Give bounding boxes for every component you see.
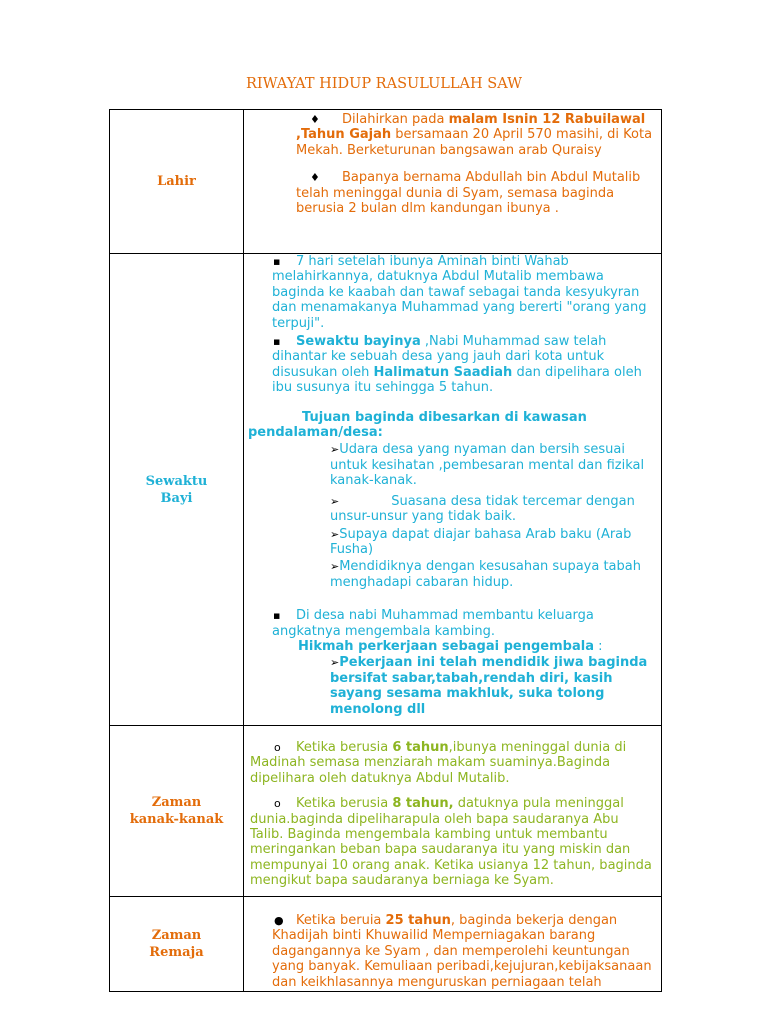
row-content-kanak-kanak [244, 726, 662, 897]
biography-table [109, 109, 662, 992]
label-line: Zaman [151, 928, 202, 943]
list-item: ▪ Sewaktu bayinya ,Nabi Muhammad saw telah dihantar ke sebuah desa yang jauh dari kota untuk disusukan oleh Halimatun Saadiah dan dipelihara oleh ibu susunya itu sehingga 5 tahun. [272, 334, 642, 396]
list-item: ● Ketika beruia 25 tahun, baginda bekerja dengan Khadijah binti Khuwailid Memperniagakan barang dagangannya ke Syam , dan memperolehi keuntungan yang banyak. Kemuliaan peribadi,kejujuran,kebijaksanaan dan keikhlasannya menguruskan perniagaan telah [272, 913, 652, 990]
list-item: o Ketika berusia 8 tahun, datuknya pula meninggal dunia.baginda dipeliharapula oleh bapa saudaranya Abu Talib. Baginda mengembala kambing untuk membantu meringankan beban bapa saudaranya itu yang miskin dan mempunyai 10 orang anak. Ketika usianya 12 tahun, baginda mengikut bapa saudaranya berniaga ke Syam. [250, 796, 652, 889]
list-item: ➢Mendidiknya dengan kesusahan supaya tabah menghadapi cabaran hidup. [330, 559, 641, 590]
row-content-lahir [244, 110, 662, 254]
square-bullet-icon: ▪ [273, 335, 281, 349]
label-line: Zaman [151, 795, 202, 810]
table-row [110, 254, 662, 726]
row-content-bayi [244, 254, 662, 726]
row-label-remaja [110, 897, 244, 992]
diamond-bullet-icon: ♦ [310, 113, 320, 126]
row-content-remaja [244, 897, 662, 992]
hikmah-heading: Hikmah perkerjaan sebagai pengembala : [298, 638, 603, 654]
list-item: ▪ 7 hari setelah ibunya Aminah binti Wahab melahirkannya, datuknya Abdul Mutalib membawa baginda ke kaabah dan tawaf sebagai tanda kesyukyran dan menamakanya Muhammad yang bererti "orang yang terpuji". [272, 254, 647, 331]
arrow-bullet-icon: ➢ [330, 656, 340, 670]
row-label-kanak-kanak [110, 726, 244, 897]
list-item: ➢Supaya dapat diajar bahasa Arab baku (Arab Fusha) [330, 526, 632, 557]
page-title: RIWAYAT HIDUP RASULULLAH SAW [245, 76, 522, 92]
label-line: Sewaktu [145, 473, 208, 489]
arrow-bullet-icon: ➢ [330, 443, 340, 457]
row-label-lahir [110, 110, 244, 254]
list-item: ➢ Suasana desa tidak tercemar dengan unsur-unsur yang tidak baik. [330, 493, 635, 525]
list-item: ♦ Dilahirkan pada malam Isnin 12 Rabuilawal ,Tahun Gajah bersamaan 20 April 570 masihi, di Kota Mekah. Berketurunan bangsawan arab Quraisy [296, 112, 653, 158]
label-line: Bayi [160, 490, 193, 506]
list-item: o Ketika berusia 6 tahun,ibunya meninggal dunia di Madinah semasa menziarah makam suaminya.Baginda dipelihara oleh datuknya Abdul Mutalib. [250, 740, 627, 786]
purpose-heading: Tujuan baginda dibesarkan di kawasan pendalaman/desa: [248, 409, 587, 441]
table-row [110, 897, 662, 992]
list-item: ➢Udara desa yang nyaman dan bersih sesuai untuk kesihatan ,pembesaran mental dan fizikal kanak-kanak. [330, 442, 645, 489]
diamond-bullet-icon: ♦ [310, 171, 320, 185]
circle-bullet-icon: o [274, 797, 281, 811]
dot-bullet-icon: ● [274, 914, 284, 927]
arrow-bullet-icon: ➢ [330, 560, 340, 574]
label-line: Remaja [149, 945, 204, 960]
row-label-bayi [110, 254, 244, 726]
arrow-bullet-icon: ➢ [330, 494, 340, 508]
arrow-bullet-icon: ➢ [330, 527, 340, 541]
square-bullet-icon: ▪ [273, 609, 281, 623]
hikmah-text: ➢Pekerjaan ini telah mendidik jiwa baginda bersifat sabar,tabah,rendah diri, kasih sayang sesama makhluk, suka tolong menolong dll [330, 655, 648, 717]
square-bullet-icon: ▪ [273, 255, 281, 268]
table-row [110, 726, 662, 897]
list-item: ♦ Bapanya bernama Abdullah bin Abdul Mutalib telah meninggal dunia di Syam, semasa baginda berusia 2 bulan dlm kandungan ibunya . [296, 170, 641, 217]
label-line: Lahir [157, 174, 196, 189]
list-item: ▪ Di desa nabi Muhammad membantu keluarga angkatnya mengembala kambing. [272, 608, 594, 639]
table-row [110, 110, 662, 254]
circle-bullet-icon: o [274, 741, 281, 754]
label-line: kanak-kanak [129, 812, 224, 827]
